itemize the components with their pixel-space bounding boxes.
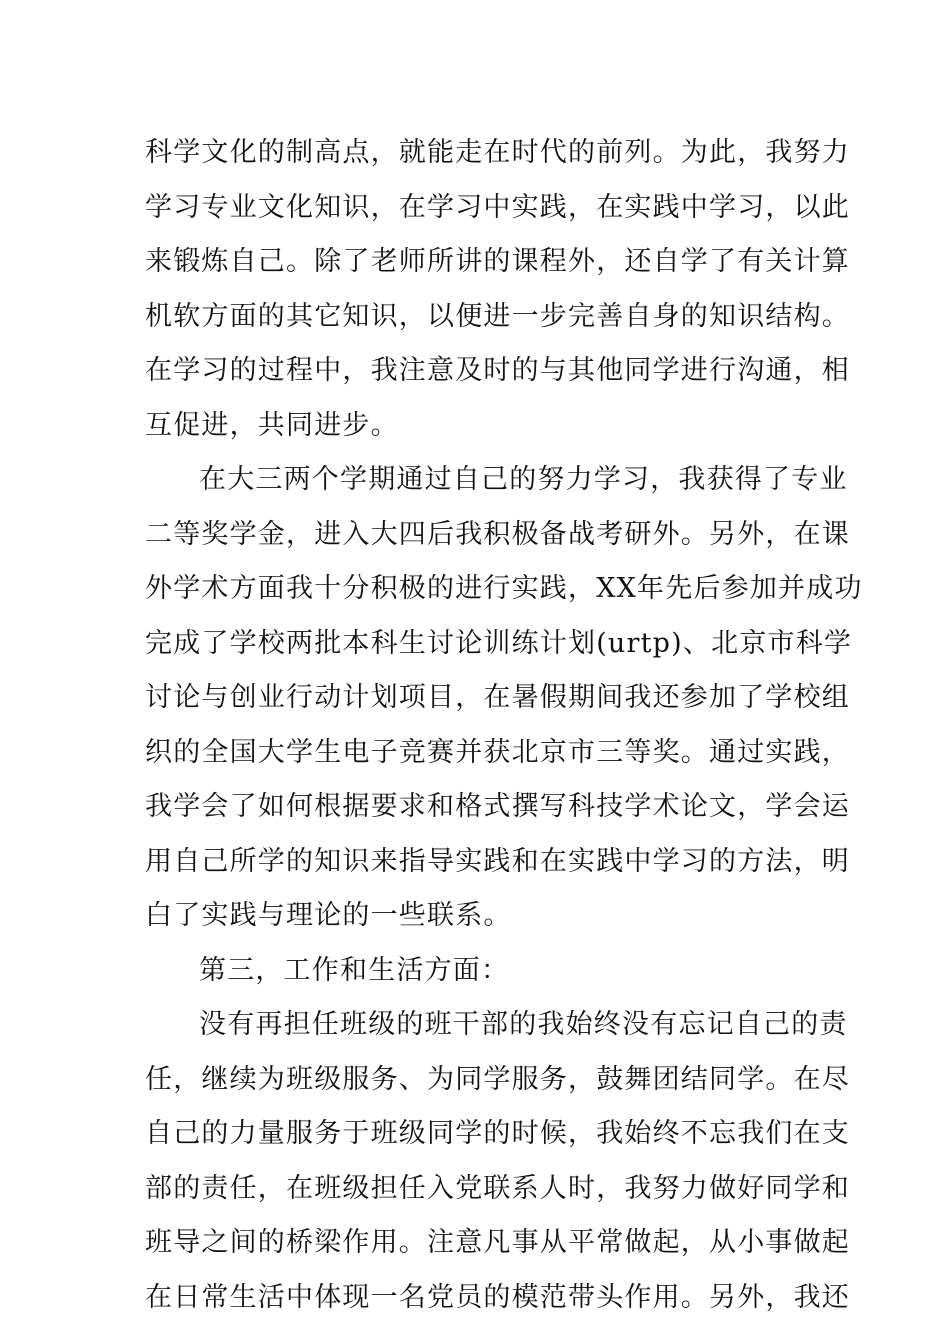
text-line-4: 机软方面的其它知识，以便进一步完善自身的知识结构。: [145, 300, 850, 332]
text-line-5: 在学习的过程中，我注意及时的与其他同学进行沟通，相: [145, 355, 850, 386]
text-line-6: 互促进，共同进步。: [145, 409, 399, 441]
text-line-19: 自己的力量服务于班级同学的时候，我始终不忘我们在支: [145, 1118, 850, 1149]
text-line-15: 白了实践与理论的一些联系。: [145, 900, 512, 931]
text-line-14: 用自己所学的知识来指导实践和在实践中学习的方法，明: [145, 845, 850, 877]
paragraph-start-line-17: 没有再担任班级的班干部的我始终没有忘记自己的责: [199, 1009, 848, 1040]
text-line-2: 学习专业文化知识，在学习中实践，在实践中学习，以此: [145, 191, 850, 223]
paragraph-start-line-7: 在大三两个学期通过自己的努力学习，我获得了专业: [199, 464, 848, 495]
text-line-9: 外学术方面我十分积极的进行实践，XX年先后参加并成功: [145, 573, 863, 604]
text-line-3: 来锻炼自己。除了老师所讲的课程外，还自学了有关计算: [145, 246, 850, 277]
document-body: [145, 126, 863, 1325]
text-line-22: 在日常生活中体现一名党员的模范带头作用。另外，我还: [145, 1281, 850, 1313]
text-line-10: 完成了学校两批本科生讨论训练计划(urtp)、北京市科学: [145, 627, 853, 659]
text-line-8: 二等奖学金，进入大四后我积极备战考研外。另外，在课: [145, 518, 850, 550]
text-line-13: 我学会了如何根据要求和格式撰写科技学术论文，学会运: [145, 791, 850, 822]
text-line-12: 织的全国大学生电子竞赛并获北京市三等奖。通过实践，: [145, 736, 850, 768]
text-line-21: 班导之间的桥梁作用。注意凡事从平常做起，从小事做起: [145, 1227, 850, 1258]
text-line-18: 任，继续为班级服务、为同学服务，鼓舞团结同学。在尽: [145, 1063, 850, 1095]
text-line-11: 讨论与创业行动计划项目，在暑假期间我还参加了学校组: [145, 682, 850, 713]
text-line-1: 科学文化的制高点，就能走在时代的前列。为此，我努力: [145, 137, 850, 168]
text-line-20: 部的责任，在班级担任入党联系人时，我努力做好同学和: [145, 1172, 850, 1204]
section-heading-line-16: 第三，工作和生活方面：: [199, 954, 510, 986]
